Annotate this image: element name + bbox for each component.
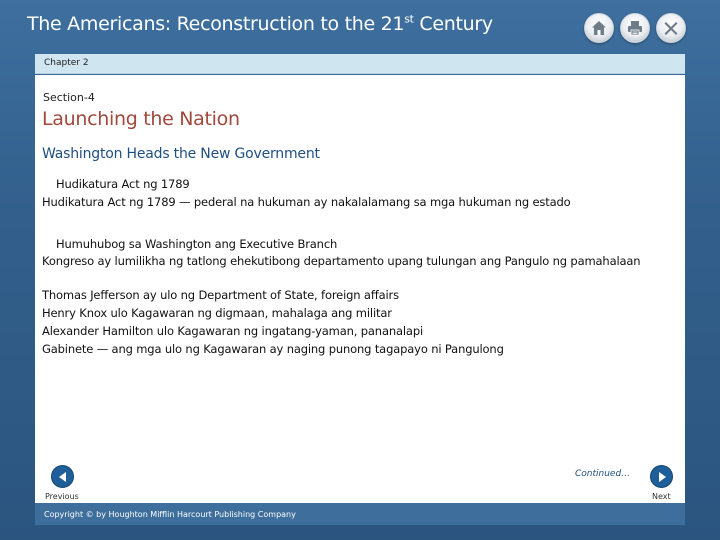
paragraph-jefferson: Thomas Jefferson ay ulo ng Department of State, foreign affairs (42, 288, 399, 302)
continued-label: Continued… (575, 469, 631, 479)
previous-button[interactable] (51, 465, 74, 488)
next-button[interactable] (650, 465, 673, 488)
home-button[interactable] (584, 13, 614, 43)
next-label[interactable]: Next (652, 492, 671, 501)
title-main: The Americans: Reconstruction to the 21 (27, 13, 405, 35)
paragraph-executive-heading: Humuhubog sa Washington ang Executive Branch (56, 237, 338, 251)
paragraph-judiciary-act: Hudikatura Act ng 1789 — pederal na hukuman ay nakalalamang sa mga hukuman ng estado (42, 195, 571, 209)
previous-label[interactable]: Previous (45, 492, 79, 501)
home-icon (590, 19, 608, 37)
close-icon (662, 19, 680, 37)
title-end: Century (413, 13, 493, 35)
paragraph-hamilton: Alexander Hamilton ulo Kagawaran ng ingatang-yaman, pananalapi (42, 324, 424, 338)
section-label: Section-4 (43, 91, 95, 104)
chapter-label: Chapter 2 (44, 58, 89, 68)
paragraph-congress-departments: Kongreso ay lumilikha ng tatlong ehekutibong departamento upang tulungan ang Pangulo ng pamahalaan (42, 254, 641, 268)
print-icon (626, 19, 644, 37)
presentation-title (27, 13, 493, 35)
close-button[interactable] (656, 13, 686, 43)
paragraph-cabinet: Gabinete — ang mga ulo ng Kagawaran ay naging punong tagapayo ni Pangulong (42, 342, 504, 356)
arrow-left-icon (57, 471, 69, 483)
paragraph-judiciary-heading: Hudikatura Act ng 1789 (56, 177, 190, 191)
print-button[interactable] (620, 13, 650, 43)
copyright-text: Copyright © by Houghton Mifflin Harcourt Publishing Company (44, 510, 296, 519)
chapter-bar (35, 54, 685, 74)
slide-content (35, 75, 685, 503)
footer-bar (35, 503, 685, 525)
arrow-right-icon (656, 471, 668, 483)
title-superscript: st (404, 12, 414, 26)
subheading: Washington Heads the New Government (42, 146, 320, 162)
header-bar (0, 0, 720, 54)
paragraph-knox: Henry Knox ulo Kagawaran ng digmaan, mahalaga ang militar (42, 306, 392, 320)
section-title: Launching the Nation (42, 108, 240, 130)
